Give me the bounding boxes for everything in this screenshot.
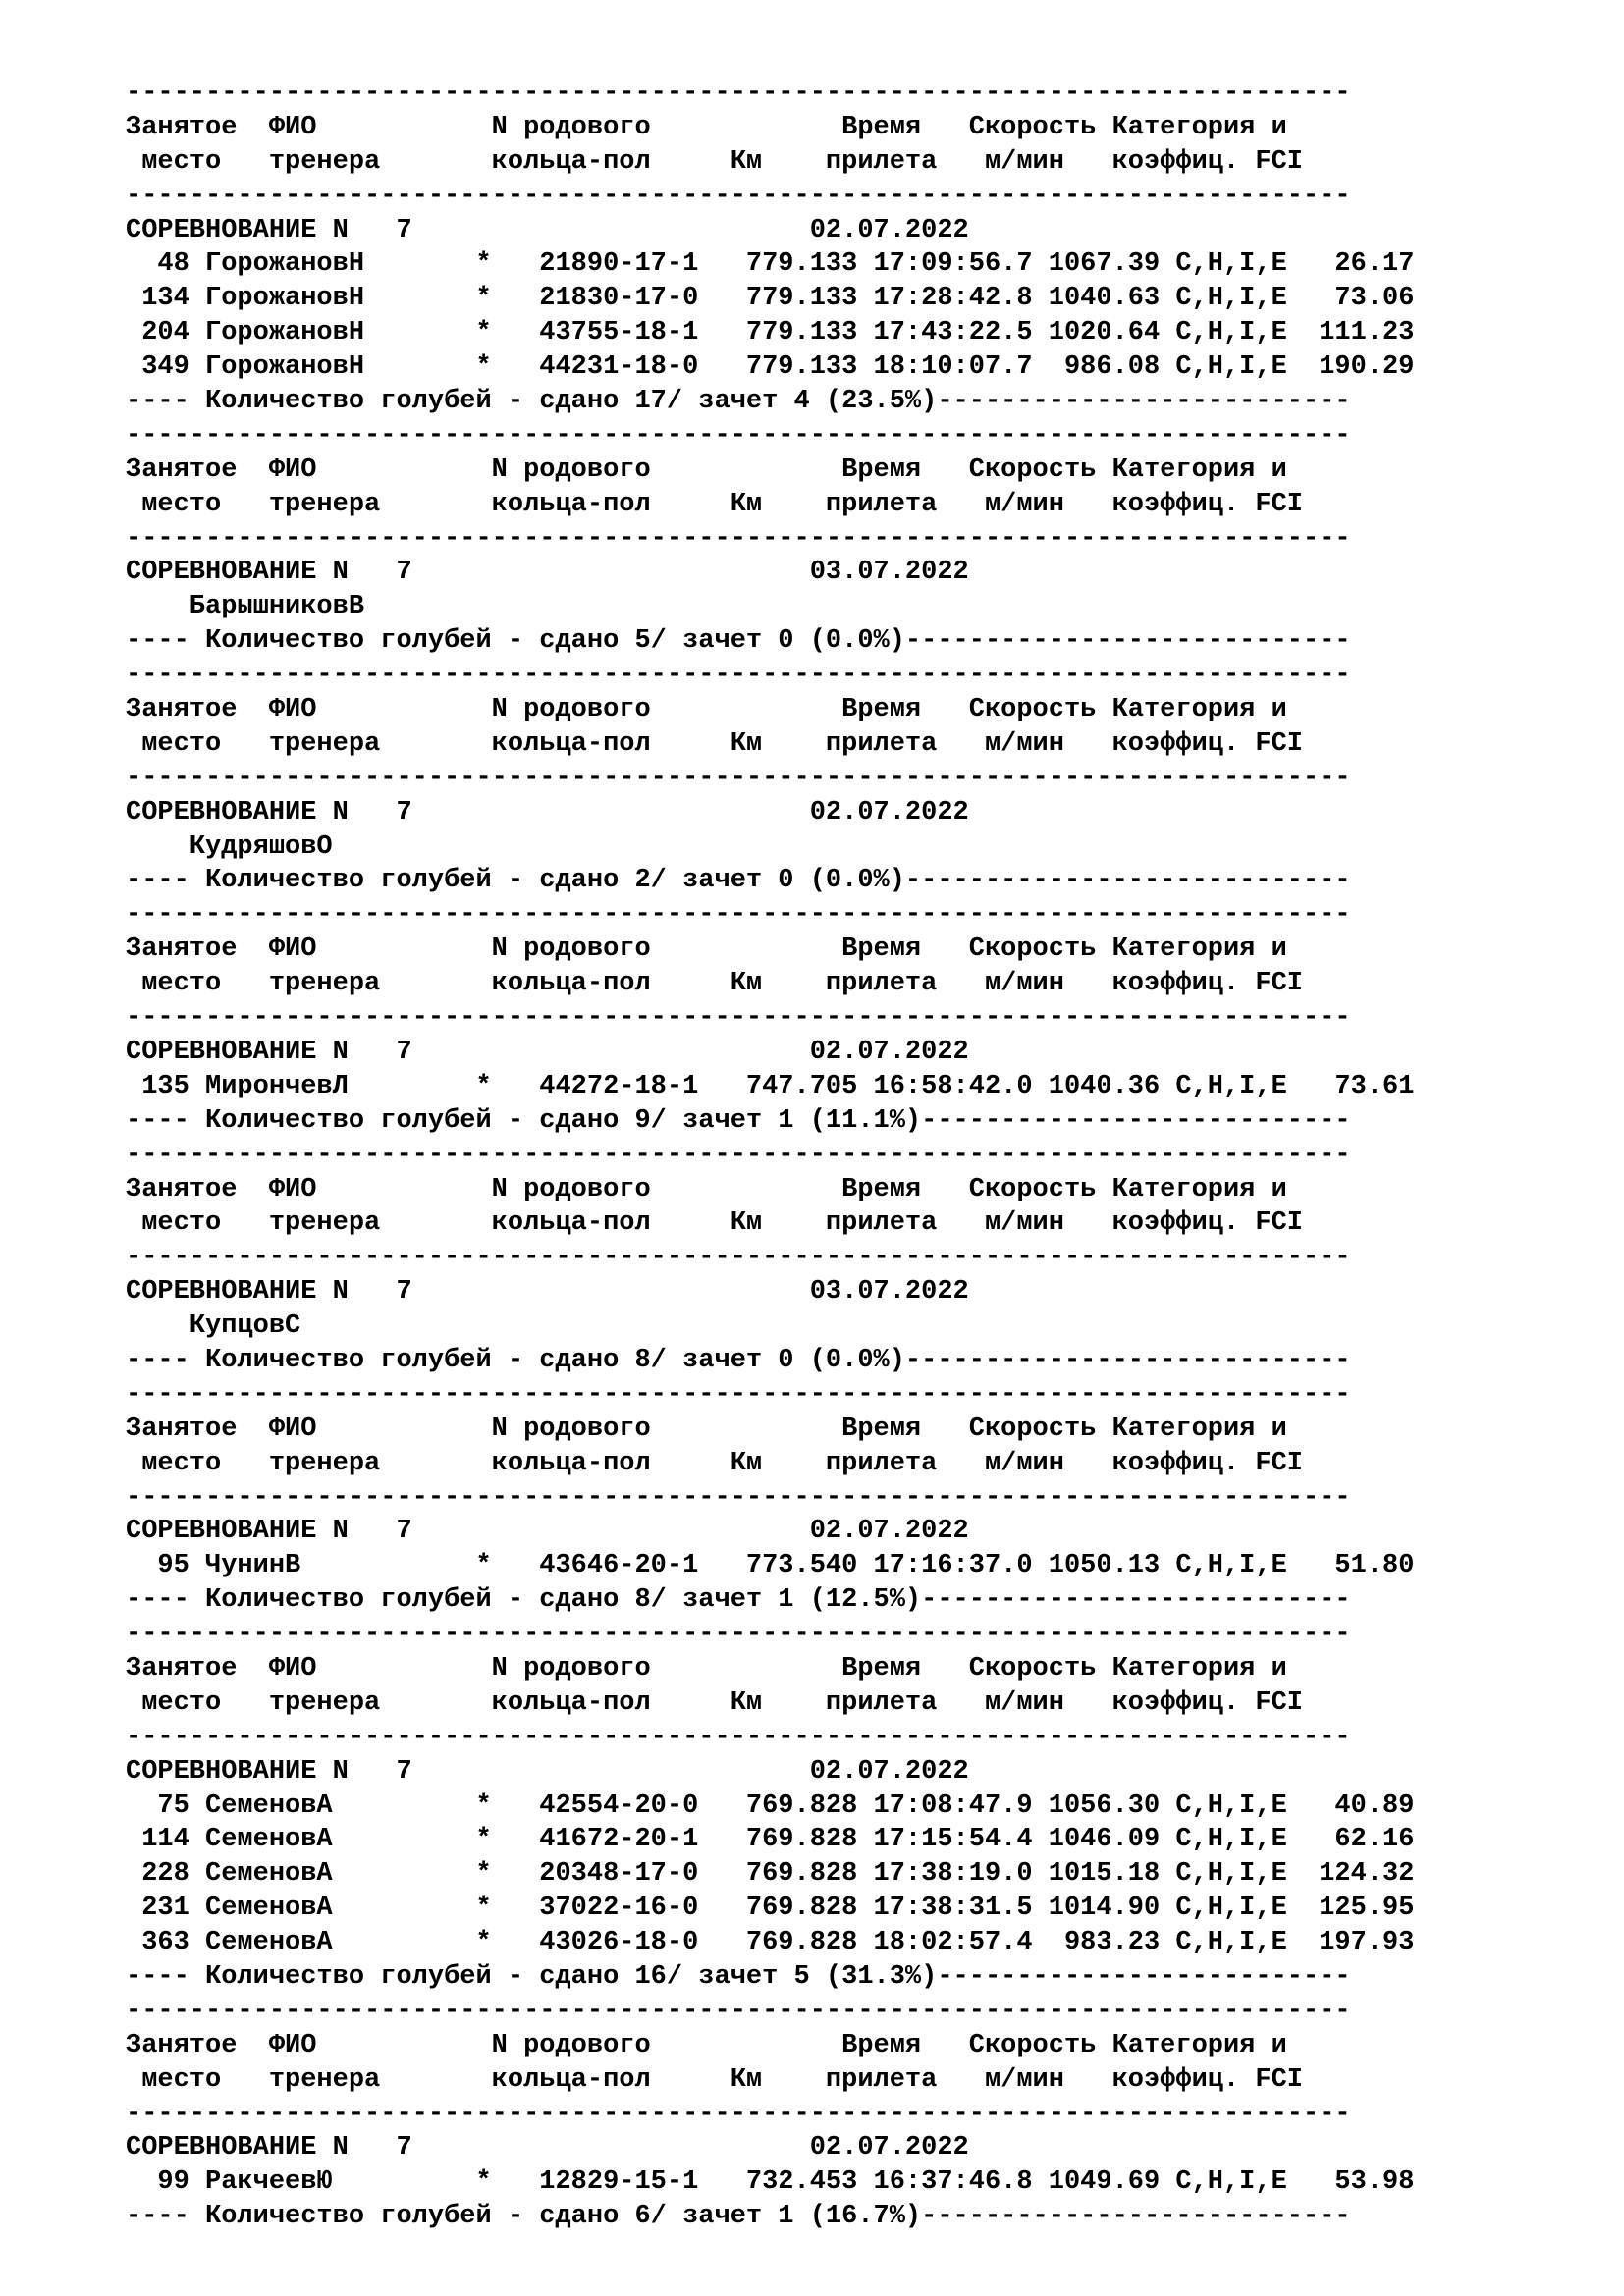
competition-title: СОРЕВНОВАНИЕ N 7 03.07.2022 xyxy=(126,1277,969,1308)
result-row: 204 ГорожановН * 43755-18-1 779.133 17:43:22.5 1020.64 C,H,I,E 111.23 xyxy=(126,318,1415,348)
separator-line: ----------------------------------------------------------------------------- xyxy=(126,900,1351,931)
header-row-2: место тренера кольца-пол Км прилета м/мин коэффиц. FCI xyxy=(126,1687,1303,1718)
separator-line: ----------------------------------------------------------------------------- xyxy=(126,1140,1351,1170)
pigeon-count-summary: ---- Количество голубей - сдано 16/ зачет 5 (31.3%)-------------------------- xyxy=(126,1961,1351,1992)
header-row-1: Занятое ФИО N родового Время Скорость Категория и xyxy=(126,112,1287,142)
competition-title: СОРЕВНОВАНИЕ N 7 02.07.2022 xyxy=(126,1517,969,1547)
separator-line: ----------------------------------------------------------------------------- xyxy=(126,79,1351,108)
pigeon-count-summary: ---- Количество голубей - сдано 9/ зачет 1 (11.1%)--------------------------- xyxy=(126,1105,1351,1136)
result-row: 75 СеменовА * 42554-20-0 769.828 17:08:47.9 1056.30 C,H,I,E 40.89 xyxy=(126,1790,1415,1821)
competition-title: СОРЕВНОВАНИЕ N 7 02.07.2022 xyxy=(126,215,969,245)
pigeon-count-summary: ---- Количество голубей - сдано 6/ зачет 1 (16.7%)--------------------------- xyxy=(126,2202,1351,2232)
header-row-1: Занятое ФИО N родового Время Скорость Категория и xyxy=(126,2030,1287,2060)
result-row: 134 ГорожановН * 21830-17-0 779.133 17:28:42.8 1040.63 C,H,I,E 73.06 xyxy=(126,284,1415,314)
separator-line: ----------------------------------------------------------------------------- xyxy=(126,181,1351,211)
header-row-1: Занятое ФИО N родового Время Скорость Категория и xyxy=(126,454,1287,485)
competition-title: СОРЕВНОВАНИЕ N 7 02.07.2022 xyxy=(126,797,969,828)
result-row: 114 СеменовА * 41672-20-1 769.828 17:15:54.4 1046.09 C,H,I,E 62.16 xyxy=(126,1825,1415,1855)
separator-line: ----------------------------------------------------------------------------- xyxy=(126,661,1351,691)
header-row-2: место тренера кольца-пол Км прилета м/мин коэффиц. FCI xyxy=(126,728,1303,759)
header-row-2: место тренера кольца-пол Км прилета м/мин коэффиц. FCI xyxy=(126,1448,1303,1478)
separator-line: ----------------------------------------------------------------------------- xyxy=(126,523,1351,554)
separator-line: ----------------------------------------------------------------------------- xyxy=(126,2099,1351,2129)
header-row-2: место тренера кольца-пол Км прилета м/мин коэффиц. FCI xyxy=(126,489,1303,519)
separator-line: ----------------------------------------------------------------------------- xyxy=(126,1379,1351,1410)
pigeon-count-summary: ---- Количество голубей - сдано 17/ зачет 4 (23.5%)-------------------------- xyxy=(126,387,1351,417)
result-row: 363 СеменовА * 43026-18-0 769.828 18:02:57.4 983.23 C,H,I,E 197.93 xyxy=(126,1928,1415,1958)
result-row: 231 СеменовА * 37022-16-0 769.828 17:38:31.5 1014.90 C,H,I,E 125.95 xyxy=(126,1894,1415,1924)
separator-line: ----------------------------------------------------------------------------- xyxy=(126,763,1351,793)
separator-line: ----------------------------------------------------------------------------- xyxy=(126,420,1351,451)
separator-line: ----------------------------------------------------------------------------- xyxy=(126,1996,1351,2026)
pigeon-count-summary: ---- Количество голубей - сдано 8/ зачет 1 (12.5%)--------------------------- xyxy=(126,1585,1351,1616)
result-row: 99 РакчеевЮ * 12829-15-1 732.453 16:37:46.8 1049.69 C,H,I,E 53.98 xyxy=(126,2167,1415,2198)
pigeon-count-summary: ---- Количество голубей - сдано 8/ зачет 0 (0.0%)---------------------------- xyxy=(126,1345,1351,1375)
competition-title: СОРЕВНОВАНИЕ N 7 03.07.2022 xyxy=(126,558,969,588)
header-row-1: Занятое ФИО N родового Время Скорость Категория и xyxy=(126,1414,1287,1444)
header-row-2: место тренера кольца-пол Км прилета м/мин коэффиц. FCI xyxy=(126,146,1303,177)
separator-line: ----------------------------------------------------------------------------- xyxy=(126,1620,1351,1650)
result-row: КупцовС xyxy=(126,1311,301,1342)
result-row: КудряшовО xyxy=(126,831,333,862)
pigeon-count-summary: ---- Количество голубей - сдано 2/ зачет 0 (0.0%)---------------------------- xyxy=(126,866,1351,896)
pigeon-count-summary: ---- Количество голубей - сдано 5/ зачет 0 (0.0%)---------------------------- xyxy=(126,626,1351,657)
result-row: 48 ГорожановН * 21890-17-1 779.133 17:09:56.7 1067.39 C,H,I,E 26.17 xyxy=(126,249,1415,280)
header-row-2: место тренера кольца-пол Км прилета м/мин коэффиц. FCI xyxy=(126,1208,1303,1239)
separator-line: ----------------------------------------------------------------------------- xyxy=(126,1003,1351,1034)
separator-line: ----------------------------------------------------------------------------- xyxy=(126,1722,1351,1752)
race-results-report xyxy=(126,77,1414,2234)
result-row: БарышниковВ xyxy=(126,592,365,622)
separator-line: ----------------------------------------------------------------------------- xyxy=(126,1482,1351,1513)
header-row-2: место тренера кольца-пол Км прилета м/мин коэффиц. FCI xyxy=(126,2064,1303,2095)
result-row: 228 СеменовА * 20348-17-0 769.828 17:38:19.0 1015.18 C,H,I,E 124.32 xyxy=(126,1859,1415,1890)
competition-title: СОРЕВНОВАНИЕ N 7 02.07.2022 xyxy=(126,1037,969,1067)
header-row-2: место тренера кольца-пол Км прилета м/мин коэффиц. FCI xyxy=(126,969,1303,999)
header-row-1: Занятое ФИО N родового Время Скорость Категория и xyxy=(126,1653,1287,1683)
header-row-1: Занятое ФИО N родового Время Скорость Категория и xyxy=(126,1174,1287,1204)
competition-title: СОРЕВНОВАНИЕ N 7 02.07.2022 xyxy=(126,1756,969,1787)
header-row-1: Занятое ФИО N родового Время Скорость Категория и xyxy=(126,695,1287,725)
separator-line: ----------------------------------------------------------------------------- xyxy=(126,1243,1351,1273)
result-row: 349 ГорожановН * 44231-18-0 779.133 18:10:07.7 986.08 C,H,I,E 190.29 xyxy=(126,352,1415,383)
result-row: 135 МирончевЛ * 44272-18-1 747.705 16:58:42.0 1040.36 C,H,I,E 73.61 xyxy=(126,1071,1415,1101)
header-row-1: Занятое ФИО N родового Время Скорость Категория и xyxy=(126,934,1287,965)
competition-title: СОРЕВНОВАНИЕ N 7 02.07.2022 xyxy=(126,2133,969,2163)
result-row: 95 ЧунинВ * 43646-20-1 773.540 17:16:37.0 1050.13 C,H,I,E 51.80 xyxy=(126,1551,1415,1581)
